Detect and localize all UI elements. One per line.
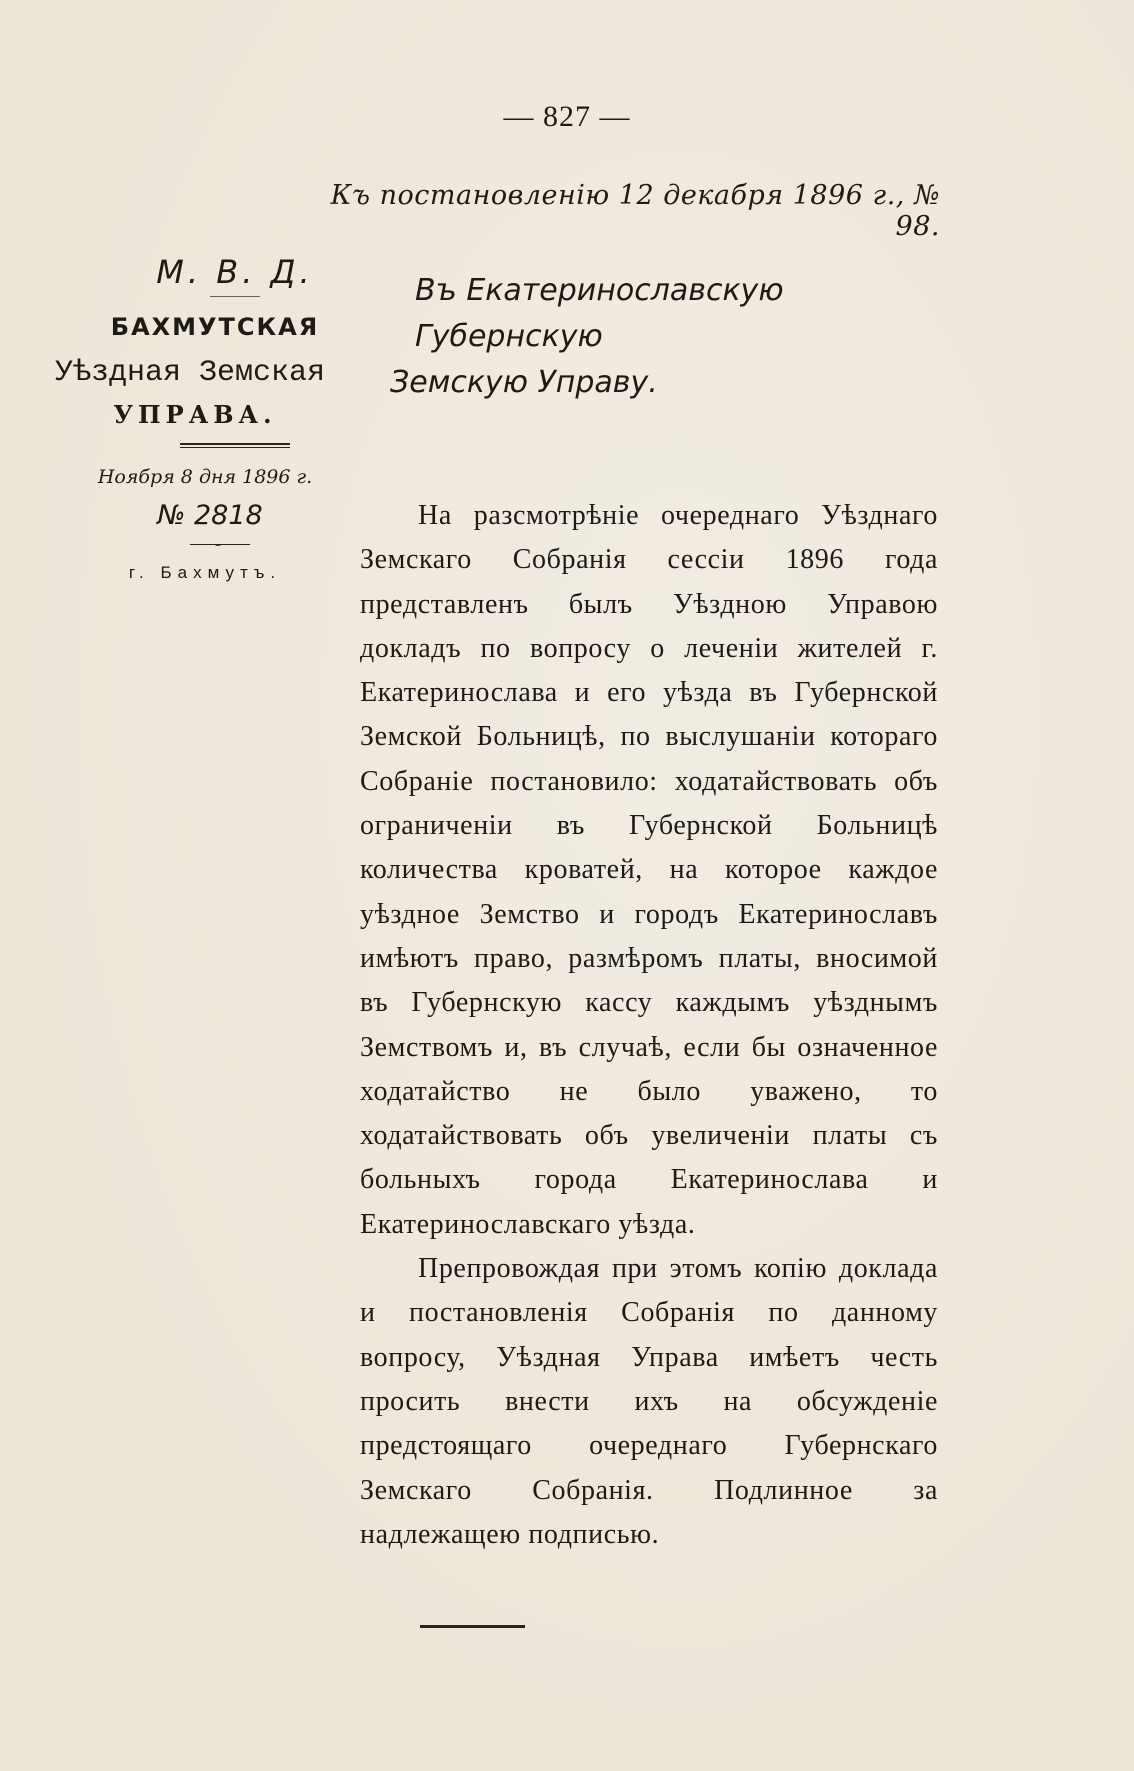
double-divider — [180, 443, 290, 448]
letter-body — [360, 494, 938, 1557]
body-paragraph-1: На разсмотрѣніе очереднаго Уѣзднаго Земскаго Собранія сессіи 1896 года представленъ былъ Уѣздною Управою докладъ по вопросу о леченіи жителей г. Екатеринослава и его уѣзда въ Губернской Земской Больницѣ, по выслушаніи котораго Собраніе постановило: ходатайствовать объ ограниченіи въ Губернской Больницѣ количества кроватей, на которое каждое уѣздное Земство и городъ Екатеринославъ имѣютъ право, размѣромъ платы, вносимой въ Губернскую кассу каждымъ уѣзднымъ Земствомъ и, въ случаѣ, если бы означенное ходатайство не было уважено, то ходатайствовать объ увеличеніи платы съ больныхъ города Екатеринослава и Екатеринославскаго уѣзда. — [360, 500, 938, 1240]
board-name: БАХМУТСКАЯ — [110, 313, 320, 341]
short-divider — [210, 296, 260, 297]
resolution-reference: Къ постановленію 12 декабря 1896 г., № 98. — [330, 180, 940, 242]
board-type: Уѣздная Земская — [54, 356, 326, 390]
addressee — [390, 268, 950, 406]
document-number: № 2818 — [157, 500, 263, 531]
letterhead — [54, 252, 370, 585]
ministry-abbreviation: М. В. Д. — [156, 253, 314, 291]
ornamental-divider — [190, 544, 250, 545]
page-number: — 827 — — [503, 100, 631, 133]
letter-date: Ноября 8 дня 1896 г. — [97, 466, 313, 488]
closing-rule — [420, 1625, 525, 1628]
addressee-line-2: Земскую Управу. — [390, 365, 658, 400]
body-paragraph-2: Препровождая при этомъ копію доклада и постановленія Собранія по данному вопросу, Уѣздная Управа имѣетъ честь просить внести ихъ на обсужденіе предстоящаго очереднаго Губернскаго Земскаго Собранія. Подлинное за надлежащею подписью. — [360, 1253, 938, 1550]
addressee-line-1: Въ Екатеринославскую Губернскую — [415, 273, 784, 354]
place-name: г. Бахмутъ. — [128, 563, 282, 582]
board-word: УПРАВА. — [113, 400, 277, 429]
